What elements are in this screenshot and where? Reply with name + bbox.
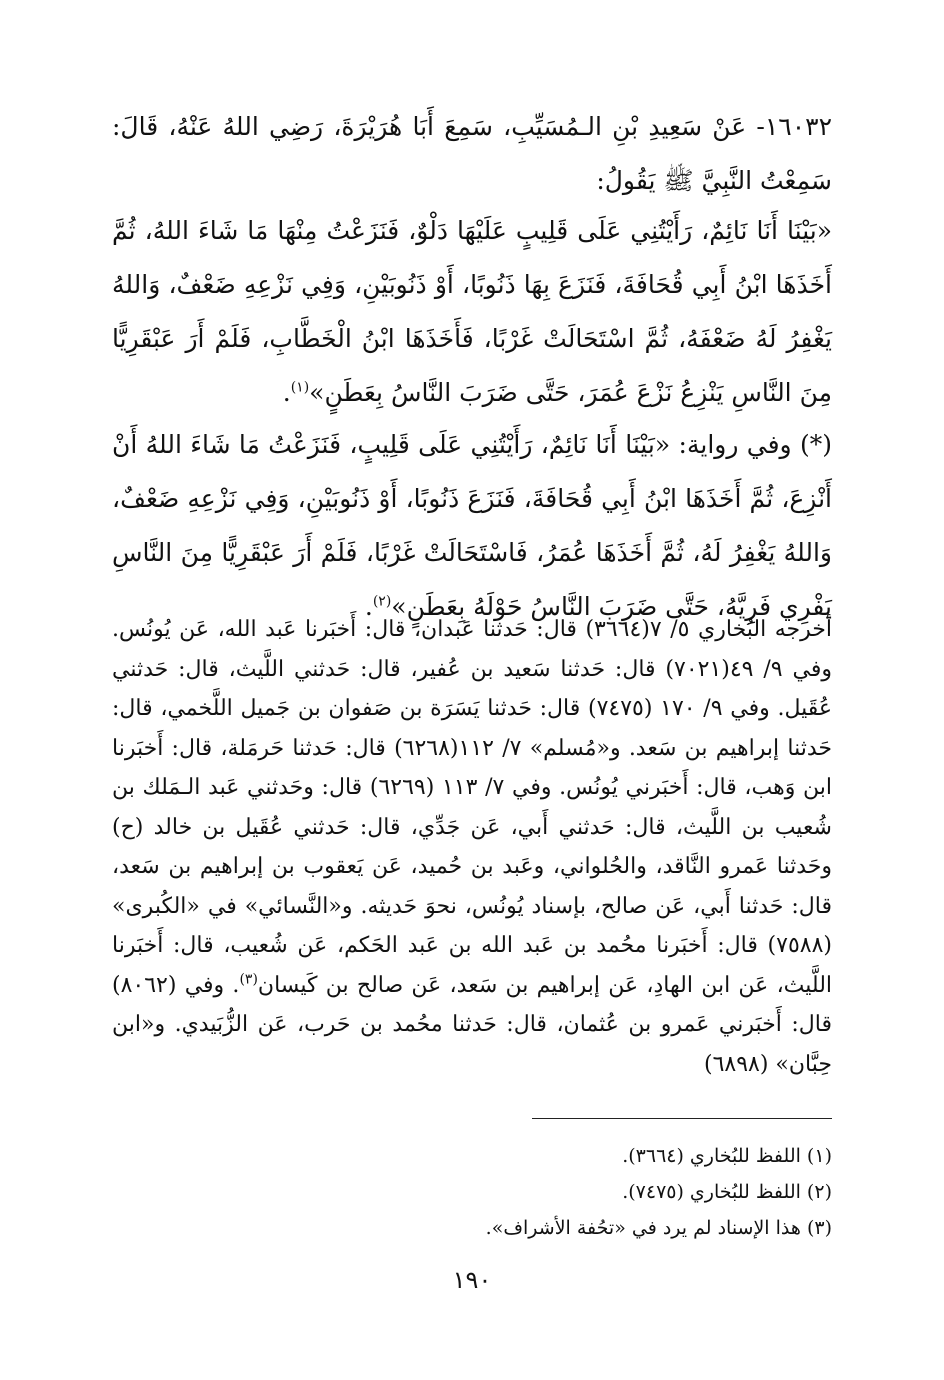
hadith-variant bbox=[112, 418, 832, 634]
hadith-variant-paragraph bbox=[112, 418, 832, 634]
hadith-body bbox=[112, 204, 832, 420]
footnote-2: (٢) اللفظ للبُخاري (٧٤٧٥). bbox=[622, 1181, 832, 1203]
footnote-marker-3: (٣) bbox=[239, 971, 258, 988]
footnote-marker-1: (١) bbox=[290, 379, 310, 396]
page-number: ١٩٠ bbox=[452, 1266, 492, 1294]
footnote-1: (١) اللفظ للبُخاري (٣٦٦٤). bbox=[622, 1145, 832, 1167]
hadith-variant-end: . bbox=[364, 592, 373, 621]
takhrij-paragraph bbox=[112, 610, 832, 1084]
hadith-body-text: «بَيْنَا أَنَا نَائِمٌ، رَأَيْتُنِي عَلَى قَلِيبٍ عَلَيْهَا دَلْوٌ، فَنَزَعْتُ مِنْهَا مَا شَاءَ اللهُ، ثُمَّ أَخَذَهَا ابْنُ أَبِي قُحَافَةَ، فَنَزَعَ بِهَا ذَنُوبًا، أَوْ ذَنُوبَيْنِ، وَفِي نَزْعِهِ ضَعْفٌ، وَاللهُ يَغْفِرُ لَهُ ضَعْفَهُ، ثُمَّ اسْتَحَالَتْ غَرْبًا، فَأَخَذَهَا ابْنُ الْخَطَّابِ، فَلَمْ أَرَ عَبْقَرِيًّا مِنَ النَّاسِ يَنْزِعُ نَزْعَ عُمَرَ، حَتَّى ضَرَبَ النَّاسُ بِعَطَنٍ» bbox=[112, 216, 832, 407]
footnote-3: (٣) هذا الإسناد لم يرد في «تحُفة الأشراف». bbox=[485, 1217, 832, 1239]
takhrij-section bbox=[112, 610, 832, 1084]
hadith-variant-text: (*) وفي رواية: «بَيْنَا أَنَا نَائِمٌ، رَأَيْتُنِي عَلَى قَلِيبٍ، فَنَزَعْتُ مَا شَاءَ اللهُ أَنْ أَنْزِعَ، ثُمَّ أَخَذَهَا ابْنُ أَبِي قُحَافَةَ، فَنَزَعَ ذَنُوبًا، أَوْ ذَنُوبَيْنِ، وَفِي نَزْعِهِ ضَعْفٌ، وَاللهُ يَغْفِرُ لَهُ، ثُمَّ أَخَذَهَا عُمَرُ، فَاسْتَحَالَتْ غَرْبًا، فَلَمْ أَرَ عَبْقَرِيًّا مِنَ النَّاسِ يَفْرِي فَرِيَّهُ، حَتَّى ضَرَبَ النَّاسُ حَوْلَهُ بِعَطَنٍ» bbox=[112, 430, 832, 621]
hadith-intro bbox=[112, 100, 832, 208]
footnote-divider bbox=[532, 1118, 832, 1119]
hadith-body-end: . bbox=[282, 378, 291, 407]
takhrij-text-part2: . وفي (٨٠٦٢) قال: أَخبَرني عَمرو بن عُثمان، قال: حَدثنا محُمد بن حَرب، عَن الزُّبَيدي. و«ابن حِبَّان» (٦٨٩٨) bbox=[112, 972, 832, 1077]
hadith-body-paragraph bbox=[112, 204, 832, 420]
footnotes bbox=[112, 1138, 832, 1246]
hadith-intro-text: ١٦٠٣٢- عَنْ سَعِيدِ بْنِ الـمُسَيِّبِ، سَمِعَ أَبَا هُرَيْرَةَ، رَضِي اللهُ عَنْهُ، قَالَ: سَمِعْتُ النَّبِيَّ ﷺ يَقُولُ: bbox=[112, 112, 832, 195]
takhrij-text-part1: أخرجه البُخاري ٥/ ٧(٣٦٦٤) قال: حَدثنا عَبدان، قال: أَخبَرنا عَبد الله، عَن يُونُس. وفي ٩/ ٤٩(٧٠٢١) قال: حَدثنا سَعيد بن عُفير، قال: حَدثني اللَّيث، قال: حَدثني عُقَيل. وفي ٩/ ١٧٠ (٧٤٧٥) قال: حَدثنا يَسَرَة بن صَفوان بن جَميل اللَّخمي، قال: حَدثنا إبراهيم بن سَعد. و«مُسلم» ٧/ ١١٢(٦٢٦٨) قال: حَدثنا حَرمَلة، قال: أَخبَرنا ابن وَهب، قال: أَخبَرني يُونُس. وفي ٧/ ١١٣ (٦٢٦٩) قال: وحَدثني عَبد الـمَلك بن شُعيب بن اللَّيث، قال: حَدثني أَبي، عَن جَدِّي، قال: حَدثني عُقَيل بن خالد (ح) وحَدثنا عَمرو النَّاقد، والحُلواني، وعَبد بن حُميد، عَن يَعقوب بن إبراهيم بن سَعد، قال: حَدثنا أَبي، عَن صالح، بإسناد يُونُس، نحوَ حَديثه. و«النَّسائي» في «الكُبرى» (٧٥٨٨) قال: أَخبَرنا محُمد بن عَبد الله بن عَبد الحَكم، عَن شُعيب، قال: أَخبَرنا اللَّيث، عَن ابن الهادِ، عَن إبراهيم بن سَعد، عَن صالح بن كَيسان bbox=[112, 617, 833, 998]
footnote-marker-2: (٢) bbox=[372, 593, 392, 610]
